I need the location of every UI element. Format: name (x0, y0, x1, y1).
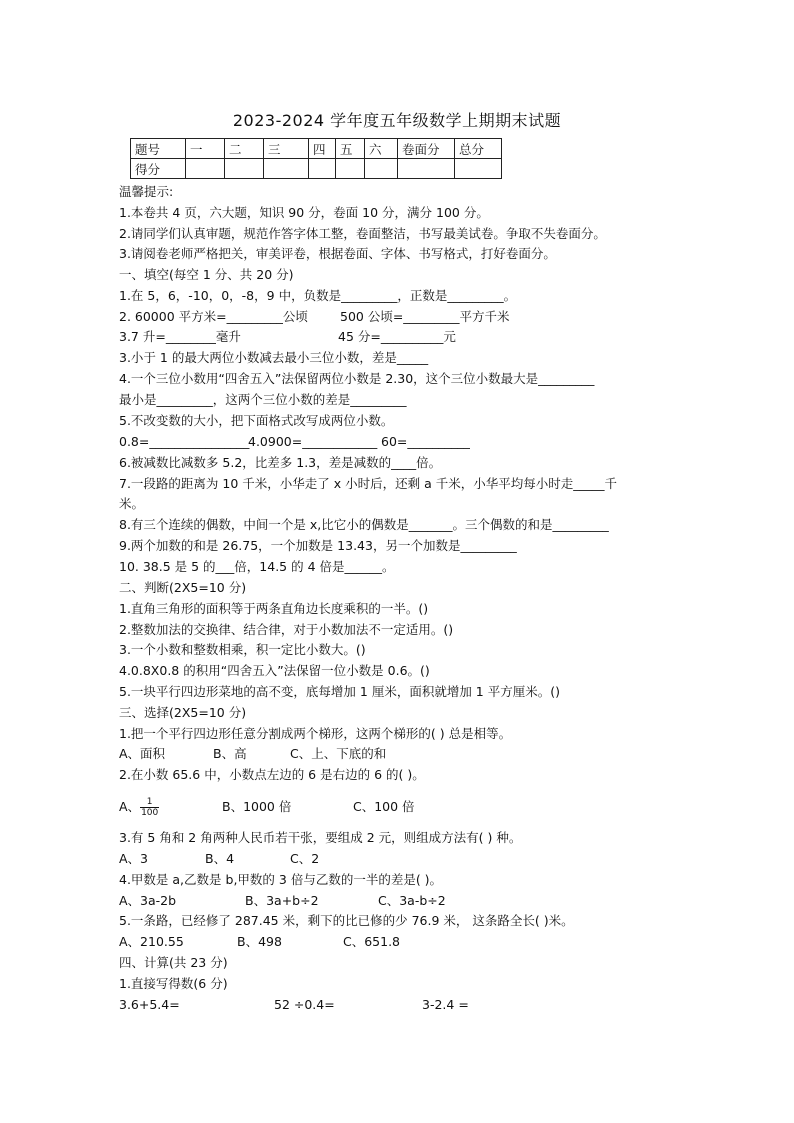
option-text: B、1000 倍 (222, 799, 292, 814)
table-cell: 题号 (131, 139, 186, 159)
table-cell: 一 (186, 139, 225, 159)
calc-item: 52 ÷0.4= (274, 997, 335, 1012)
section-heading: 一、填空(每空 1 分、共 20 分) (119, 267, 294, 282)
question-text: 60=__________ (381, 434, 470, 449)
table-cell: 五 (336, 139, 365, 159)
section-heading: 二、判断(2X5=10 分) (119, 580, 247, 595)
tips-heading: 温馨提示: (119, 184, 174, 199)
score-input-cell[interactable] (336, 159, 365, 179)
question-text: 1.在 5，6，-10，0，-8，9 中，负数是_________，正数是_________。 (119, 288, 517, 303)
section-heading: 四、计算(共 23 分) (119, 955, 228, 970)
tip-item: 1.本卷共 4 页，六大题，知识 90 分，卷面 10 分，满分 100 分。 (119, 205, 489, 220)
option-text: C、651.8 (343, 934, 401, 949)
page-title: 2023-2024 学年度五年级数学上期期末试题 (232, 111, 562, 130)
question-text: 8.有三个连续的偶数，中间一个是 x,比它小的偶数是_______。三个偶数的和是_________ (119, 517, 609, 532)
question-text: 3.7 升=________毫升 (119, 329, 241, 344)
tip-item: 2.请同学们认真审题，规范作答字体工整，卷面整洁，书写最美试卷。争取不失卷面分。 (119, 226, 606, 241)
score-input-cell[interactable] (455, 159, 502, 179)
tip-item: 3.请阅卷老师严格把关，审美评卷，根据卷面、字体、书写格式，打好卷面分。 (119, 246, 556, 261)
option-text: C、3a-b÷2 (378, 893, 446, 908)
table-cell: 三 (264, 139, 309, 159)
question-text: 3.小于 1 的最大两位小数减去最小三位小数，差是_____ (119, 350, 429, 365)
table-cell: 二 (225, 139, 264, 159)
question-text: 2.整数加法的交换律、结合律，对于小数加法不一定适用。() (119, 622, 454, 637)
calc-item: 3.6+5.4= (119, 997, 180, 1012)
question-text: 4.甲数是 a,乙数是 b,甲数的 3 倍与乙数的一半的差是( )。 (119, 872, 443, 887)
option-text: A、3 (119, 851, 149, 866)
option-text: A、210.55 (119, 934, 184, 949)
table-cell: 总分 (455, 139, 502, 159)
score-input-cell[interactable] (186, 159, 225, 179)
question-text: 1.直角三角形的面积等于两条直角边长度乘积的一半。() (119, 601, 429, 616)
score-input-cell[interactable] (398, 159, 455, 179)
question-text: 10. 38.5 是 5 的___倍，14.5 的 4 倍是______。 (119, 559, 395, 574)
option-text: B、498 (237, 934, 282, 949)
score-input-cell[interactable] (225, 159, 264, 179)
table-cell: 卷面分 (398, 139, 455, 159)
score-input-cell[interactable] (309, 159, 336, 179)
question-text: 7.一段路的距离为 10 千米，小华走了 x 小时后，还剩 a 千米，小华平均每小时走_____千 (119, 476, 617, 491)
calc-item: 3-2.4 = (422, 997, 469, 1012)
question-text: 45 分=__________元 (338, 329, 456, 344)
fraction (140, 797, 159, 818)
option-text: A、3a-2b (119, 893, 177, 908)
score-input-cell[interactable] (365, 159, 398, 179)
question-text: 5.一条路，已经修了 287.45 米，剩下的比已修的少 76.9 米， 这条路全长( )米。 (119, 913, 574, 928)
question-text: 最小是_________，这两个三位小数的差是_________ (119, 392, 407, 407)
question-text: 4.0.8X0.8 的积用“四舍五入”法保留一位小数是 0.6。() (119, 663, 430, 678)
fraction-denominator: 100 (141, 808, 159, 818)
score-table-header-row (131, 139, 502, 159)
fraction-numerator: 1 (140, 797, 159, 808)
option-text: C、2 (290, 851, 320, 866)
question-text: 5.不改变数的大小，把下面格式改写成两位小数。 (119, 413, 394, 428)
table-cell: 得分 (131, 159, 186, 179)
question-text: 6.被减数比减数多 5.2，比差多 1.3，差是减数的____倍。 (119, 455, 442, 470)
question-text: 0.8=________________ (119, 434, 250, 449)
option-text: A、 (119, 799, 141, 814)
question-text: 9.两个加数的和是 26.75，一个加数是 13.43，另一个加数是_________ (119, 538, 517, 553)
option-text: B、4 (205, 851, 235, 866)
table-cell: 六 (365, 139, 398, 159)
question-text: 1.把一个平行四边形任意分割成两个梯形，这两个梯形的( ) 总是相等。 (119, 726, 512, 741)
option-text: C、100 倍 (353, 799, 415, 814)
score-table (130, 138, 502, 179)
question-text: 5.一块平行四边形菜地的高不变，底每增加 1 厘米，面积就增加 1 平方厘米。() (119, 684, 560, 699)
question-text: 米。 (119, 496, 145, 511)
question-text: 4.0900=____________ (248, 434, 378, 449)
table-cell: 四 (309, 139, 336, 159)
question-text: 3.有 5 角和 2 角两种人民币若干张，要组成 2 元，则组成方法有( ) 种。 (119, 830, 522, 845)
option-text: B、高 (213, 746, 247, 761)
option-text: A、面积 (119, 746, 166, 761)
option-text: B、3a+b÷2 (245, 893, 319, 908)
option-text: C、上、下底的和 (290, 746, 387, 761)
question-text: 1.直接写得数(6 分) (119, 976, 228, 991)
question-text: 2. 60000 平方米=_________公顷 (119, 309, 308, 324)
question-text: 500 公顷=_________平方千米 (340, 309, 510, 324)
question-text: 4.一个三位小数用“四舍五入”法保留两位小数是 2.30，这个三位小数最大是_________ (119, 371, 595, 386)
question-text: 2.在小数 65.6 中，小数点左边的 6 是右边的 6 的( )。 (119, 767, 425, 782)
score-table-score-row (131, 159, 502, 179)
option-a (119, 797, 159, 818)
score-input-cell[interactable] (264, 159, 309, 179)
question-text: 3.一个小数和整数相乘，积一定比小数大。() (119, 642, 366, 657)
section-heading: 三、选择(2X5=10 分) (119, 705, 247, 720)
